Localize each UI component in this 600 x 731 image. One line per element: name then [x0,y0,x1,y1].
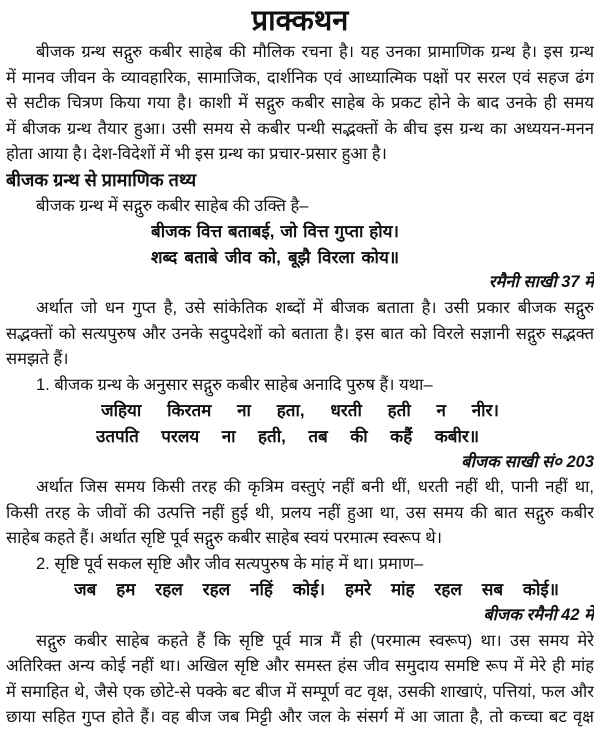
verse-word: हमरे [344,580,372,600]
verse-word: वित्त [196,222,223,242]
verse-word: बताबे [184,247,218,267]
verse-word: नहिं [250,580,273,600]
verse-word: को, [258,247,281,267]
verse-word: की [350,426,368,446]
text-line: अर्थात जिस समय किसी तरह की कृत्रिम वस्तुएं नहीं बनी थीं, धरती नहीं थी, पानी नहीं था, [36,478,594,497]
verse-word: हती [387,401,411,421]
text-line: में बीजक ग्रन्थ तैयार हुआ। उसी समय से कबीर पन्थी सद्भक्तों के बीच इस ग्रन्थ का अध्ययन-मनन [6,119,594,138]
text-line: किसी तरह के जीवों की उत्पत्ति नहीं हुई थी, प्रलय नहीं हुआ था, उस समय की बात सद्गुरु कबीर [6,503,594,522]
verse-source: बीजक साखी सं० 203 [461,452,594,471]
verse-word: रहल [155,580,183,600]
numbered-point-1: 1. बीजक ग्रन्थ के अनुसार सद्गुरु कबीर साहेब अनादि पुरुष हैं। यथा– [36,375,433,394]
verse-word: कोई॥ [522,580,559,600]
verse-word: बूझै [287,247,311,267]
text-line: सद्गुरु कबीर साहेब कहते हैं कि सृष्टि पूर्व मात्र मैं ही (परमात्म स्वरूप) था। उस समय मेरे [36,631,594,650]
verse-word: बीजक [151,222,191,242]
verse-line [151,245,399,271]
text-line: में मानव जीवन के व्यावहारिक, सामाजिक, दार्शनिक एवं आध्यात्मिक पक्षों पर सरल एवं सहज ढंग [6,68,594,87]
verse-word: ना [237,401,251,421]
text-line: बीजक ग्रन्थ सद्गुरु कबीर साहेब की मौलिक रचना है। यह उनका प्रामाणिक ग्रन्थ है। इस ग्रन्थ [36,43,594,61]
verse-word: जीव [225,247,252,267]
text-line: सद्भक्तों को सत्यपुरुष और उनके सदुपदेशों को बताता है। इस बात को विरले सज्ञानी सद्गुरु सद्भक्त [6,324,594,343]
verse-word: कोई। [292,580,326,600]
text-line: छाया सहित गुप्त होते हैं। वह बीज जब मिट्टी और जल के संसर्ग में आ जाता है, तो कच्चा बट वृक्ष [6,708,594,727]
verse-word: मांह [390,580,415,600]
verse-word: विरला [317,247,355,267]
text-line: से सटीक चित्रण किया गया है। काशी में सद्गुरु कबीर साहेब के प्रकट होने के बाद उनके ही समय [6,94,594,113]
text-line: अर्थात जो धन गुप्त है, उसे सांकेतिक शब्दों में बीजक बताता है। उसी प्रकार बीजक सद्गुरु [36,298,594,317]
verse-word: परलय [161,426,200,446]
numbered-point-2: 2. सृष्टि पूर्व सकल सृष्टि और जीव सत्यपुरुष के मांह में था। प्रमाण– [36,554,424,573]
page-title: प्राक्कथन [251,5,349,37]
verse-word: किरतम [167,401,212,421]
section-heading: बीजक ग्रन्थ से प्रामाणिक तथ्य [6,169,197,190]
text-line: अतिरिक्त अन्य कोई नहीं था। अखिल सृष्टि और समस्त हंस जीव समुदाय समष्टि रूप में मेरे ही मांह [6,657,594,676]
verse-word: कबीर॥ [434,426,479,446]
verse-line [101,398,499,424]
verse-word: हता, [276,401,305,421]
verse-2 [6,398,594,449]
verse-word: कोय॥ [361,247,399,267]
verse-word: रहल [202,580,231,600]
verse-word: गुप्ता [334,222,364,242]
verse-line [151,219,399,245]
verse-source: बीजक रमैनी 42 में [483,606,594,625]
verse-word: सब [481,580,504,600]
verse-word: कहैं [390,426,413,446]
paragraph-4 [6,629,594,731]
verse-word: शब्द [151,247,178,267]
document-page [0,2,600,731]
paragraph-2 [6,296,594,373]
text-line: समझते हैं। [6,350,69,369]
verse-word: ना [221,426,236,446]
verse-word: हम [116,580,136,600]
verse-word: बताबई, [227,222,275,242]
verse-word: वित्त [303,222,329,242]
verse-1 [6,219,594,270]
text-line: होता आया है। देश-विदेशों में भी इस ग्रन्थ का प्रचार-प्रसार हुआ है। [6,145,387,164]
verse-word: धरती [330,401,362,421]
verse-word: नीर। [471,401,499,421]
verse-word: उतपति [96,426,139,446]
verse-word: जो [280,222,298,242]
verse-source: रमैनी साखी 37 में [488,273,594,292]
text-line: बीजक ग्रन्थ में सद्गुरु कबीर साहेब की उक्ति है– [36,196,309,215]
text-line: में समाहित थे, जैसे एक छोटे-से पक्के बट बीज में सम्पूर्ण वट वृक्ष, उसकी शाखाएं, पत्तियां, फल और [6,682,594,701]
paragraph-intro [6,40,594,168]
verse-word: रहल [434,580,462,600]
verse-word: जब [74,580,97,600]
verse-word: हती, [258,426,286,446]
verse-3 [74,577,559,603]
paragraph-3 [6,475,594,552]
text-line: साहेब कहते हैं। अर्थात सृष्टि पूर्व सद्गुरु कबीर साहेब स्वयं परमात्म स्वरूप थे। [6,529,442,548]
verse-word: होय। [369,222,399,242]
verse-word: जहिया [101,401,142,421]
verse-line [96,424,479,450]
verse-word: तब [308,426,328,446]
verse-word: न [436,401,446,421]
